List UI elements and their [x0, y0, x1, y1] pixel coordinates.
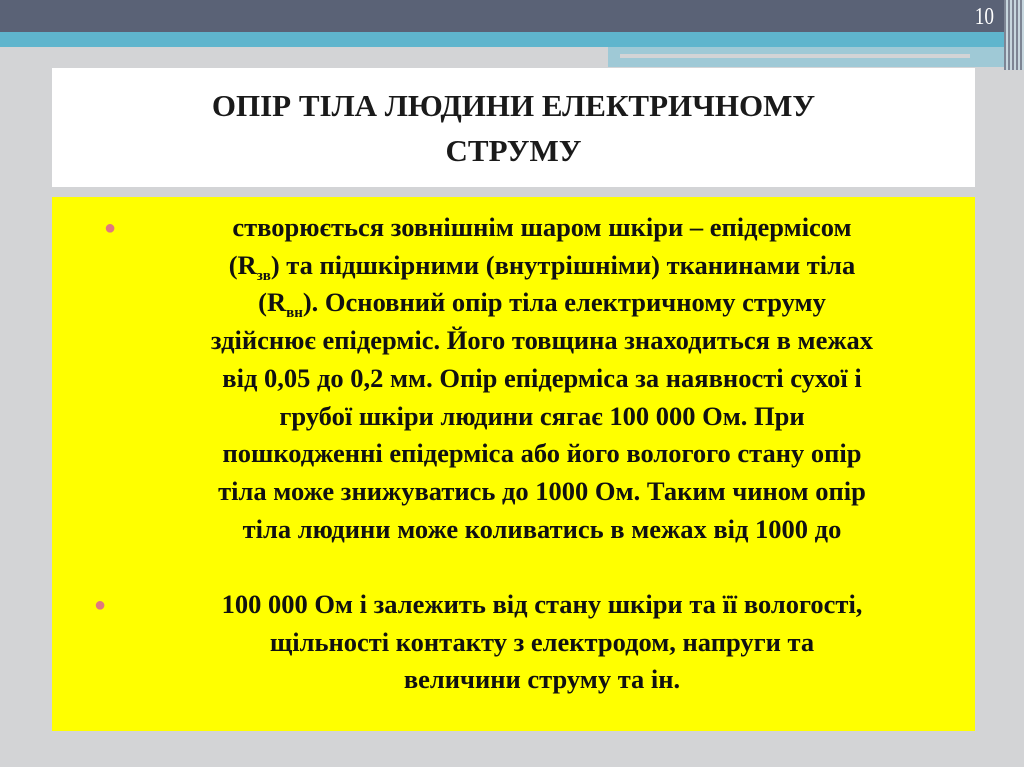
text-line: від 0,05 до 0,2 мм. Опір епідерміса за наявності сухої і	[222, 362, 862, 393]
bullet-icon: ●	[104, 217, 117, 239]
bullet-icon: ●	[94, 594, 107, 616]
decorative-line	[620, 54, 970, 58]
bullet-paragraph-1	[122, 209, 962, 548]
title-box	[52, 68, 975, 187]
page-number: 10	[974, 4, 994, 30]
text: (R	[228, 249, 257, 280]
text-line: грубої шкіри людини сягає 100 000 Ом. При	[279, 400, 805, 431]
text-line: тіла може знижуватись до 1000 Ом. Таким чином опір	[218, 475, 866, 506]
bullet-paragraph-2	[122, 586, 962, 699]
text-line: пошкодженні епідерміса або його вологого стану опір	[222, 438, 862, 469]
decorative-stripes	[1004, 0, 1024, 70]
accent-band	[0, 32, 1024, 47]
text-line: тіла людини може коливатись в межах від 1000 до	[242, 513, 842, 544]
subscript: вн	[286, 305, 303, 322]
text: ) та підшкірними (внутрішніми) тканинами тіла	[270, 249, 856, 280]
text-line	[122, 247, 962, 285]
content-box	[52, 197, 975, 731]
text: ). Основний опір тіла електричному струму	[302, 287, 826, 318]
text-line: величини струму та ін.	[403, 664, 681, 695]
text-line	[122, 284, 962, 322]
subscript: зв	[256, 267, 271, 284]
text-line: 100 000 Ом і залежить від стану шкіри та її вологості,	[221, 589, 863, 619]
slide-title: ОПІР ТІЛА ЛЮДИНИ ЕЛЕКТРИЧНОМУ СТРУМУ	[211, 87, 816, 168]
text: (R	[258, 287, 287, 318]
top-bar	[0, 0, 1024, 32]
text-line: здійснює епідерміс. Його товщина знаходиться в межах	[210, 325, 874, 356]
text-line: щільності контакту з електродом, напруги та	[269, 626, 815, 657]
text-line: створюється зовнішнім шаром шкіри – епідермісом	[232, 212, 852, 242]
